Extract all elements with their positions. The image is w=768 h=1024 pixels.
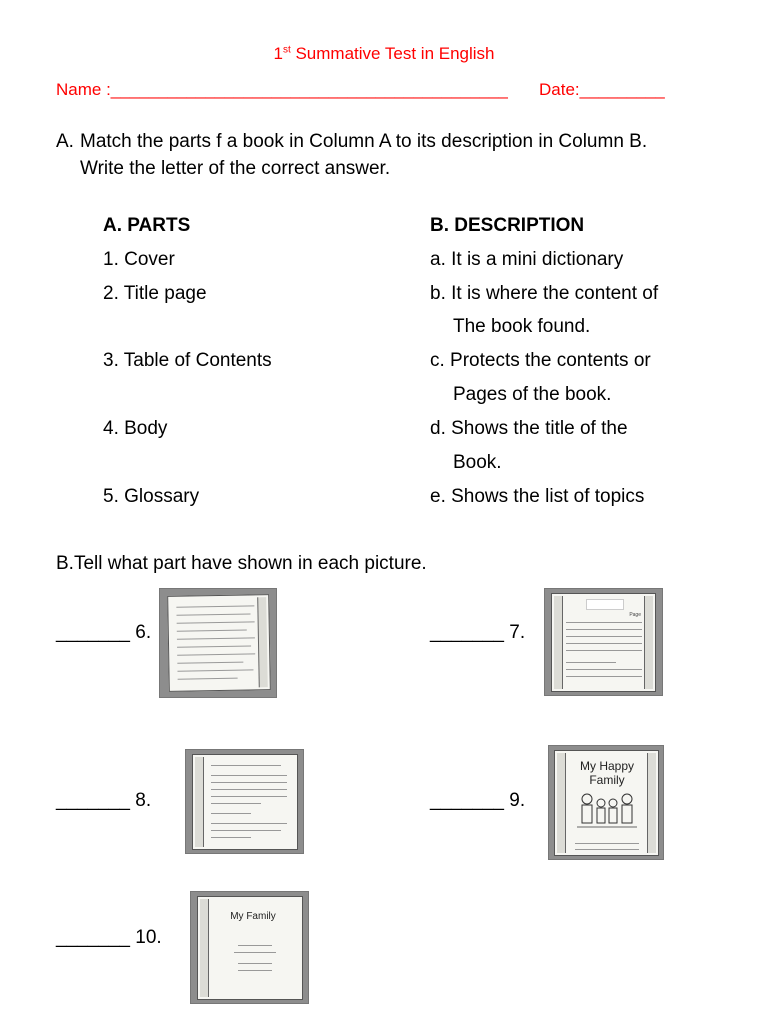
date-line: Date:_________ bbox=[539, 80, 665, 99]
part-a-letter: A. bbox=[56, 131, 74, 152]
cover-title: My Happy Family bbox=[579, 759, 635, 787]
description-item: e. Shows the list of topics bbox=[430, 486, 645, 507]
answer-blank-6: _______ 6. bbox=[56, 622, 152, 643]
description-item: b. It is where the content of bbox=[430, 283, 659, 304]
answer-blank-9: _______ 9. bbox=[430, 790, 526, 811]
part-a-instruction-line1: Match the parts f a book in Column A to its description in Column B. bbox=[80, 131, 648, 152]
test-title: 1st Summative Test in English bbox=[273, 44, 495, 63]
title-page bbox=[197, 896, 303, 1000]
description-item-continued: Book. bbox=[453, 452, 502, 473]
part-item: 5. Glossary bbox=[103, 486, 200, 507]
part-a-instruction-line2: Write the letter of the correct answer. bbox=[80, 158, 391, 179]
part-item: 3. Table of Contents bbox=[103, 350, 272, 371]
part-item: 1. Cover bbox=[103, 249, 175, 270]
title-page-title: My Family bbox=[230, 911, 276, 922]
description-item-continued: The book found. bbox=[453, 316, 591, 337]
glossary-page bbox=[167, 594, 271, 692]
column-a-header: A. PARTS bbox=[103, 215, 191, 236]
description-item-continued: Pages of the book. bbox=[453, 384, 612, 405]
description-item: d. Shows the title of the bbox=[430, 418, 628, 439]
description-item: c. Protects the contents or bbox=[430, 350, 651, 371]
toc-heading: Page bbox=[629, 612, 641, 618]
answer-blank-7: _______ 7. bbox=[430, 622, 526, 643]
title-page-photo bbox=[190, 891, 309, 1004]
part-a-instruction bbox=[80, 128, 730, 182]
answer-blank-8: _______ 8. bbox=[56, 790, 152, 811]
description-item: a. It is a mini dictionary bbox=[430, 249, 624, 270]
column-b-header: B. DESCRIPTION bbox=[430, 215, 585, 236]
part-item: 2. Title page bbox=[103, 283, 207, 304]
copyright-page bbox=[192, 754, 298, 850]
table-of-contents-page bbox=[551, 593, 656, 692]
part-b-instruction: B.Tell what part have shown in each picture. bbox=[56, 553, 427, 574]
part-item: 4. Body bbox=[103, 418, 168, 439]
name-line: Name :__________________________________________ bbox=[56, 80, 508, 99]
book-cover bbox=[554, 750, 659, 856]
family-illustration bbox=[577, 791, 637, 833]
answer-blank-10: _______ 10. bbox=[56, 927, 162, 948]
copyright-page-photo bbox=[185, 749, 304, 854]
book-cover-photo bbox=[548, 745, 664, 860]
table-of-contents-photo bbox=[544, 588, 663, 696]
glossary-page-photo bbox=[159, 588, 277, 698]
